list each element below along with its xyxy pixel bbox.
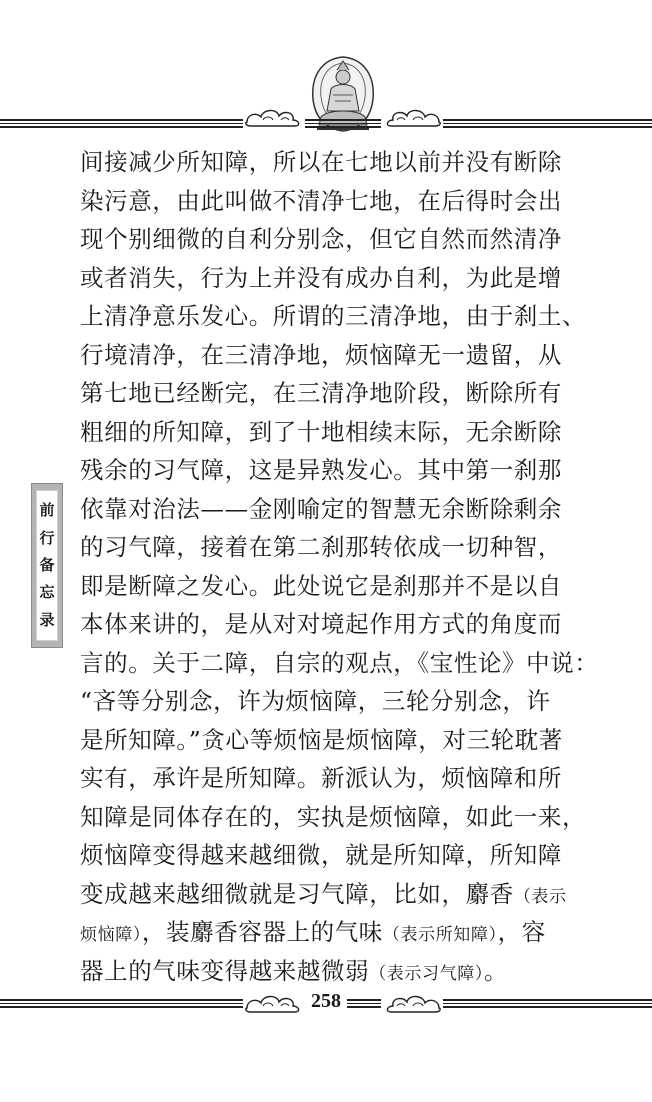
- side-tab-char: 备: [39, 555, 55, 574]
- text-segment: 。: [483, 956, 509, 985]
- text-line: 是所知障。”贪心等烦恼是烦恼障，对三轮耽著: [80, 725, 563, 754]
- text-line: [80, 952, 610, 991]
- text-line: 依靠对治法——金刚喻定的智慧无余断除剩余: [80, 494, 562, 523]
- text-segment: ，装麝香容器上的气味: [141, 918, 383, 946]
- text-line: [80, 913, 610, 952]
- text-line: 间接减少所知障，所以在七地以前并没有断除: [80, 148, 562, 176]
- text-segment: ，容: [497, 918, 546, 946]
- header-rule: [0, 119, 652, 129]
- text-line: 本体来讲的，是从对对境起作用方式的角度而: [80, 610, 562, 638]
- cloud-ornament-icon: [381, 104, 443, 128]
- text-line: 言的。关于二障，自宗的观点，《宝性论》中说：: [80, 648, 599, 677]
- annotation-note: （表示习气障）: [369, 963, 484, 984]
- text-line: “吝等分别念，许为烦恼障，三轮分别念，许: [80, 687, 551, 715]
- text-segment: 变成越来越细微就是习气障，比如，麝香: [80, 879, 514, 908]
- text-line: 现个别细微的自利分别念，但它自然而然清净: [80, 225, 562, 253]
- text-line: 粗细的所知障，到了十地相续末际，无余断除: [80, 417, 562, 446]
- side-chapter-tab: [31, 483, 63, 648]
- text-line: 染污意，由此叫做不清净七地，在后得时会出: [80, 186, 562, 215]
- text-line: 即是断障之发心。此处说它是刹那并不是以自: [80, 571, 562, 600]
- annotation-note: （表示所知障）: [382, 925, 498, 945]
- side-tab-char: 忘: [39, 583, 55, 602]
- text-line: 或者消失，行为上并没有成办自利，为此是增: [80, 263, 562, 292]
- annotation-note: （表示: [513, 886, 567, 907]
- text-line: 行境清净，在三清净地，烦恼障无一遗留，从: [80, 340, 562, 369]
- text-line: 残余的习气障，这是异熟发心。其中第一刹那: [80, 456, 562, 484]
- body-text: [80, 143, 610, 990]
- page-number-text: 258: [305, 990, 347, 1012]
- text-line: 的习气障，接着在第二刹那转依成一切种智，: [80, 533, 562, 561]
- text-line: 上清净意乐发心。所谓的三清净地，由于刹土、: [80, 302, 587, 330]
- text-line: [80, 875, 610, 914]
- text-line: 第七地已经断完，在三清净地阶段，断除所有: [80, 379, 562, 407]
- text-line: 实有，承许是所知障。新派认为，烦恼障和所: [80, 764, 562, 792]
- side-tab-char: 录: [39, 610, 55, 629]
- cloud-ornament-icon: [243, 104, 305, 128]
- text-segment: 器上的气味变得越来越微弱: [80, 956, 370, 985]
- text-line: 烦恼障变得越来越细微，就是所知障，所知障: [80, 841, 562, 869]
- annotation-note: 烦恼障）: [80, 925, 142, 945]
- side-tab-char: 前: [39, 501, 55, 520]
- text-line: 知障是同体存在的，实执是烦恼障，如此一来，: [80, 802, 587, 831]
- side-tab-char: 行: [39, 528, 55, 547]
- page-number: [0, 990, 652, 1013]
